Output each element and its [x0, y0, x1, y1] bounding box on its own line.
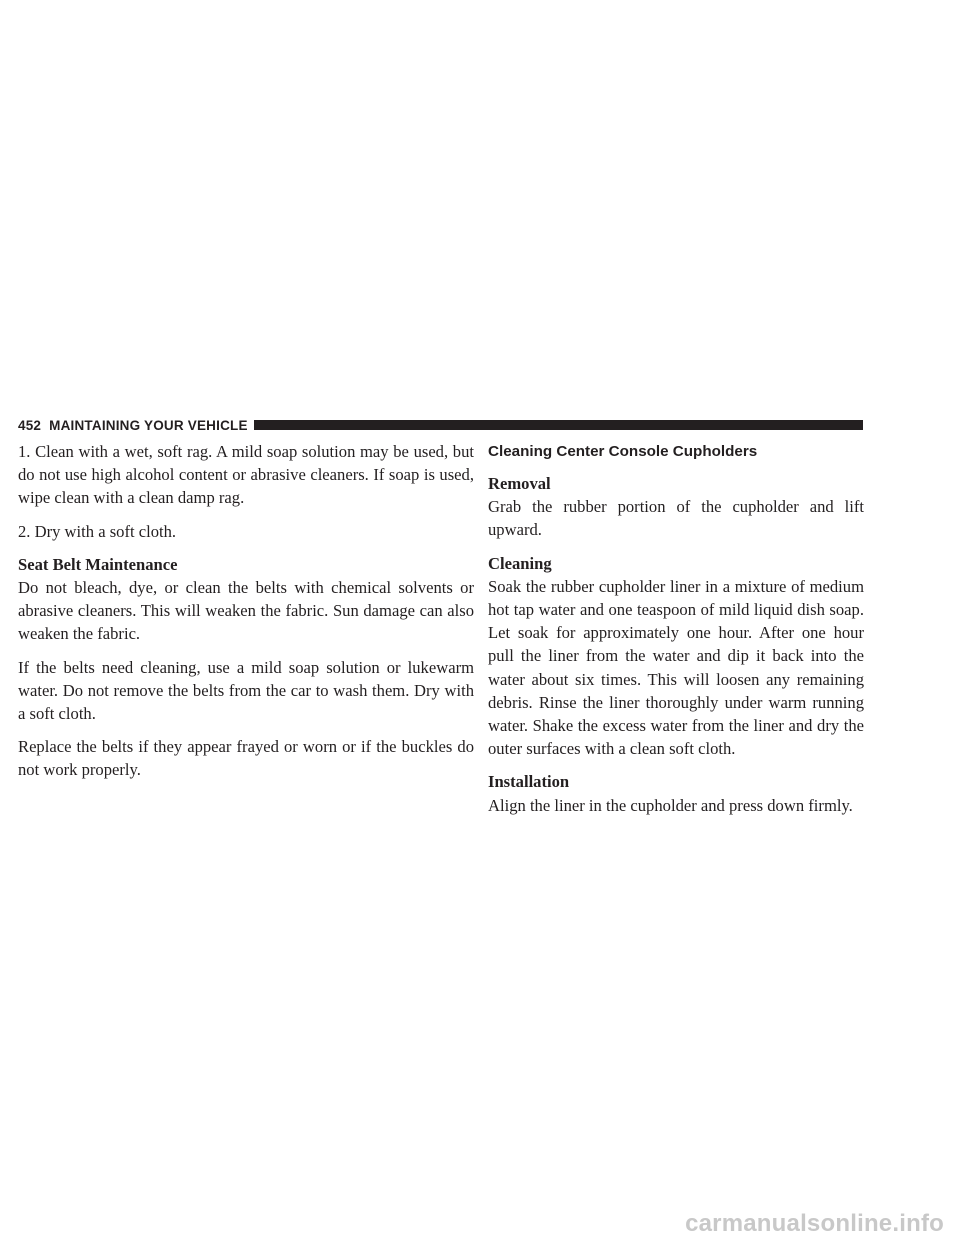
- seat-belt-paragraph-3: Replace the belts if they appear frayed or worn or if the buckles do not work properly.: [18, 737, 474, 780]
- removal-paragraph: Grab the rubber portion of the cupholder and lift upward.: [488, 497, 864, 540]
- page-number: 452: [18, 417, 42, 433]
- cupholders-heading: Cleaning Center Console Cupholders: [488, 443, 758, 460]
- cleaning-heading: Cleaning: [488, 553, 552, 573]
- installation-heading: Installation: [488, 772, 570, 792]
- installation-paragraph: Align the liner in the cupholder and press down firmly.: [488, 795, 853, 815]
- removal-heading: Removal: [488, 474, 551, 493]
- left-column: [18, 440, 474, 792]
- seat-belt-paragraph-1: Do not bleach, dye, or clean the belts with chemical solvents or abrasive cleaners. This will weaken the fabric. Sun damage can also weaken the fabric.: [18, 578, 474, 644]
- seat-belt-paragraph-2: If the belts need cleaning, use a mild soap solution or lukewarm water. Do not remove the belts from the car to wash them. Dry with a soft cloth.: [18, 657, 474, 724]
- cleaning-paragraph: Soak the rubber cupholder liner in a mixture of medium hot tap water and one teaspoon of mild liquid dish soap. Let soak for approximately one hour. After one hour pull the liner from the water and dip it back into the water about six times. This will loosen any remaining debris. Rinse the liner thoroughly under warm running water. Shake the excess water from the liner and dry the outer surfaces with a clean soft cloth.: [488, 576, 864, 759]
- right-column: [488, 440, 864, 827]
- step-2-paragraph: 2. Dry with a soft cloth.: [18, 521, 177, 541]
- step-1-paragraph: 1. Clean with a wet, soft rag. A mild soap solution may be used, but do not use high alcohol content or abrasive cleaners. If soap is used, wipe clean with a clean damp rag.: [18, 442, 474, 508]
- section-title: MAINTAINING YOUR VEHICLE: [49, 417, 248, 433]
- seat-belt-maintenance-heading: Seat Belt Maintenance: [18, 554, 178, 574]
- watermark: carmanualsonline.info: [685, 1210, 944, 1237]
- page-header: [18, 415, 863, 435]
- header-rule: [254, 420, 863, 430]
